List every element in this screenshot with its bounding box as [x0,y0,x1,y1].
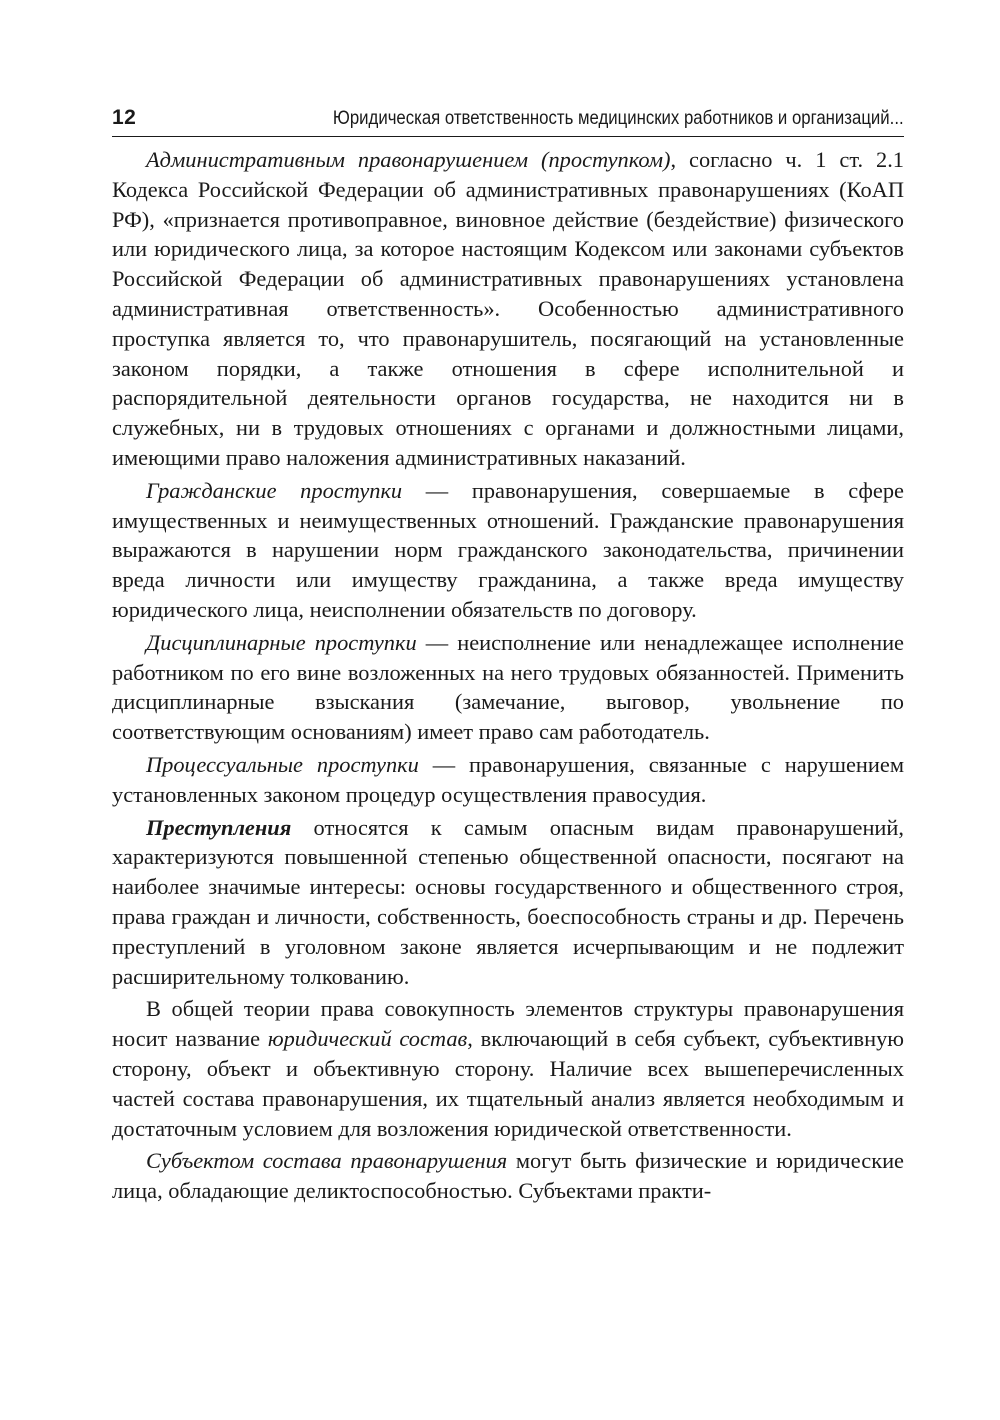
body-text [112,145,904,1209]
term-disciplinary-offenses: Дисциплинарные проступки [146,629,417,655]
term-legal-composition: юридический состав [267,1026,468,1052]
paragraph-subject-of-offense [112,1146,904,1206]
paragraph-text: могут быть физические и юридические лица, обладающие деликтоспособностью. Субъектами практи- [112,1148,904,1204]
paragraph-crimes [112,813,904,992]
paragraph-text: — неисполнение или ненадлежащее исполнение работником по его вине возложенных на него трудовых обязанностей. Применить дисциплинарные взыскания (замечание, выговор, увольнение по соответствующим основаниям) имеет право сам работодатель. [112,629,904,745]
paragraph-text-after: , включающий в себя субъект, субъективную сторону, объект и объективную сторону. Наличие всех вышеперечисленных частей состава правонарушения, их тщательный анализ является необходимым и достаточным условием для возложения юридической ответственности. [112,1026,904,1141]
paragraph-text: — правонарушения, совершаемые в сфере имущественных и неимущественных отношений. Гражданские правонарушения выражаются в нарушении норм гражданского законодательства, причинении вреда личности или имуществу гражданина, а также вреда имуществу юридического лица, неисполнении обязательств по договору. [112,477,904,622]
paragraph-civil-offenses [112,476,904,625]
term-civil-offenses: Гражданские проступки [146,477,403,503]
paragraph-text: относятся к самым опасным видам правонарушений, характеризуются повышенной степенью общественной опасности, посягают на наиболее значимые интересы: основы государственного и общественного строя, права граждан и личности, собственность, боеспособность страны и др. Перечень преступлений в уголовном законе является исчерпывающим и не подлежит расширительному толкованию. [112,814,904,989]
term-procedural-offenses: Процессуальные проступки [146,751,419,777]
paragraph-text-before: В общей теории права совокупность элементов структуры правонарушения носит название [112,996,904,1052]
running-header [112,100,904,137]
paragraph-text: , согласно ч. 1 ст. 2.1 Кодекса Российской Федерации об административных правонарушениях (КоАП РФ), «признается противоправное, виновное действие (бездействие) физического или юридического лица, за которое настоящим Кодексом или законами субъектов Российской Федерации об административных правонарушениях установлена административная ответственность». Особенностью административного проступка является то, что правонарушитель, посягающий на установленные законом порядки, а также отношения в сфере исполнительной и распорядительной деятельности органов государства, не находится ни в служебных, ни в трудовых отношениях с органами и должностными лицами, имеющими право наложения административных наказаний. [112,147,904,470]
term-crimes: Преступления [146,814,292,840]
term-subject-of-offense: Субъектом состава правонарушения [146,1148,508,1174]
term-administrative-offense: Административным правонарушением (проступком) [146,147,671,172]
paragraph-procedural-offenses [112,750,904,810]
paragraph-legal-composition [112,994,904,1143]
page-number: 12 [112,106,137,129]
paragraph-administrative-offense [112,145,904,473]
running-title: Юридическая ответственность медицинских работников и организаций... [333,107,904,129]
paragraph-text: — правонарушения, связанные с нарушением установленных законом процедур осуществления правосудия. [112,751,904,807]
paragraph-disciplinary-offenses [112,628,904,747]
